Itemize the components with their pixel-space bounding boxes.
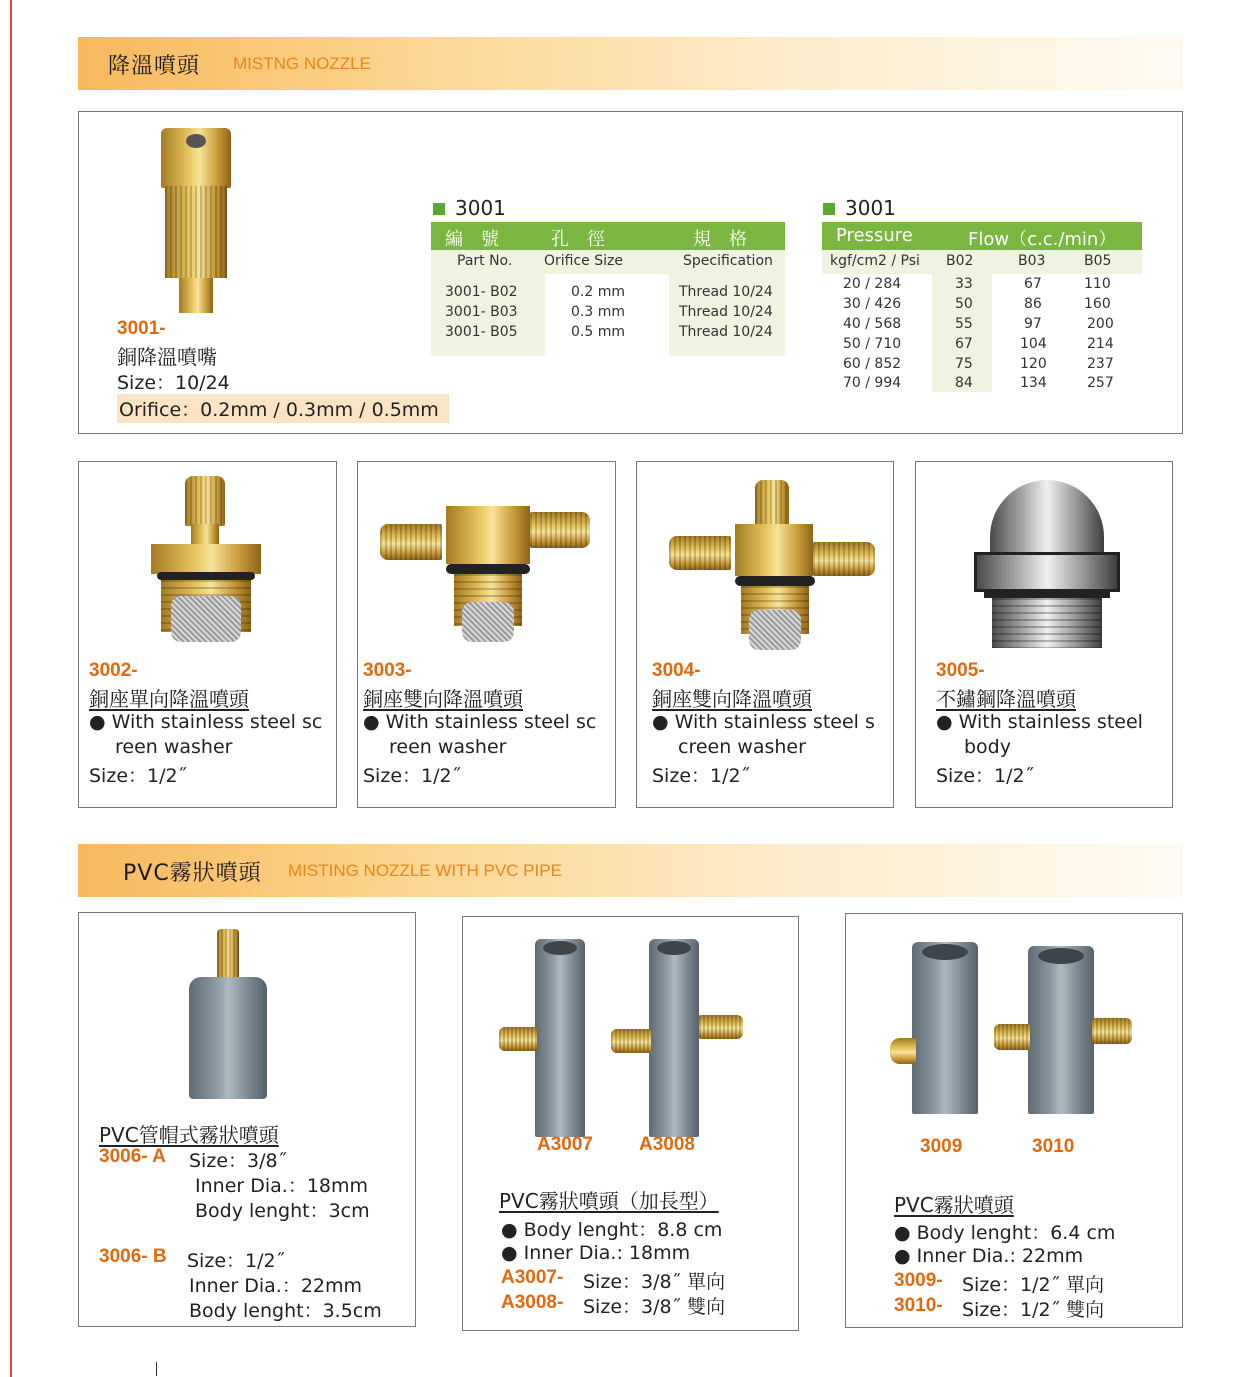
flow-cell: 40 / 568 (843, 316, 902, 332)
flow-cell: 237 (1087, 356, 1114, 372)
product-bullet-cont: body (964, 736, 1011, 758)
brass-nozzle-3004-image (669, 480, 879, 650)
product-3009-3010-panel (845, 913, 1183, 1328)
product-bullet: ● Body lenght：6.4 cm (894, 1222, 1116, 1244)
product-spec-line: Inner Dia.：22mm (189, 1275, 363, 1297)
product-3002-card (78, 461, 337, 808)
flow-cell: 50 (955, 296, 973, 312)
flow-cell: 50 / 710 (843, 336, 902, 352)
product-code: 3001- (117, 318, 166, 339)
product-a3007-a3008-panel (462, 916, 799, 1331)
product-bullet-cont: creen washer (678, 736, 806, 758)
flow-cell: 30 / 426 (843, 296, 902, 312)
section-title-en: MISTING NOZZLE WITH PVC PIPE (288, 861, 562, 880)
flow-cell: 70 / 994 (843, 375, 902, 391)
flow-cell: 214 (1087, 336, 1114, 352)
flow-table-title: 3001 (823, 196, 896, 220)
flow-cell: 55 (955, 316, 973, 332)
spec-cell: 3001- B05 (445, 324, 518, 340)
product-name: 銅降溫噴嘴 (117, 345, 217, 369)
pvc-short-nozzle-image (890, 942, 1150, 1118)
product-name: 不鏽鋼降溫噴頭 (936, 687, 1076, 711)
section-title-zh: PVC霧狀噴頭 (123, 861, 262, 886)
section-title-en: MISTNG NOZZLE (233, 54, 371, 73)
product-code: 3004- (652, 660, 701, 681)
product-bullet-cont: reen washer (115, 736, 233, 758)
brass-nozzle-3001-image (161, 128, 231, 313)
image-label-left: 3009 (920, 1136, 963, 1157)
spec-table-title: 3001 (433, 196, 506, 220)
spec-cell: 0.5 mm (571, 324, 625, 340)
spec-cell: 3001- B03 (445, 304, 518, 320)
product-spec-line: Size：1/2˝ 單向 (962, 1274, 1105, 1296)
product-code: 3003- (363, 660, 412, 681)
flow-cell: 67 (955, 336, 973, 352)
flow-cell: 33 (955, 276, 973, 292)
product-bullet: ● With stainless steel sc (89, 711, 323, 733)
product-name: PVC管帽式霧狀噴頭 (99, 1123, 279, 1147)
product-spec-line: Body lenght：3.5cm (189, 1300, 382, 1322)
product-name: PVC霧狀噴頭 (894, 1193, 1014, 1217)
green-square-icon (823, 203, 835, 215)
image-label-right: A3008 (639, 1134, 695, 1155)
product-name: 銅座單向降溫噴頭 (89, 687, 249, 711)
spec-cell: Thread 10/24 (679, 284, 773, 300)
product-spec-line: Size：3/8˝ (189, 1150, 288, 1172)
product-code: A3008- (501, 1292, 564, 1313)
product-size: Size：1/2˝ (89, 765, 188, 787)
spec-cell: Thread 10/24 (679, 304, 773, 320)
pvc-cap-nozzle-image (189, 929, 267, 1099)
product-name: 銅座雙向降溫噴頭 (652, 687, 812, 711)
pvc-long-nozzle-image (499, 939, 779, 1139)
brass-nozzle-3003-image (380, 502, 594, 647)
flow-cell: 75 (955, 356, 973, 372)
flow-cell: 60 / 852 (843, 356, 902, 372)
product-bullet: ● Inner Dia.: 22mm (894, 1245, 1084, 1267)
flow-cell: 120 (1020, 356, 1047, 372)
product-code: A3007- (501, 1267, 564, 1288)
flow-cell: 257 (1087, 375, 1114, 391)
page-margin-line (10, 0, 12, 1377)
product-bullet-cont: reen washer (389, 736, 507, 758)
flow-table-subheader: kgf/cm2 / Psi B02 B03 B05 (822, 250, 1142, 274)
product-bullet: ● Body lenght：8.8 cm (501, 1219, 723, 1241)
product-code: 3006- B (99, 1246, 167, 1267)
section-title-zh: 降溫噴頭 (108, 54, 201, 79)
product-bullet: ● Inner Dia.: 18mm (501, 1242, 691, 1264)
image-label-left: A3007 (537, 1134, 593, 1155)
flow-cell: 20 / 284 (843, 276, 902, 292)
product-3001-panel (78, 111, 1183, 434)
product-3005-card (915, 461, 1173, 808)
flow-table-header: Pressure Flow（c.c./min） (822, 222, 1142, 250)
flow-cell: 134 (1020, 375, 1047, 391)
product-3003-card (357, 461, 616, 808)
product-name: 銅座雙向降溫噴頭 (363, 687, 523, 711)
product-spec-line: Body lenght：3cm (195, 1200, 370, 1222)
spec-table-subheader: Part No. Orifice Size Specification (431, 250, 785, 274)
product-code: 3005- (936, 660, 985, 681)
spec-cell: 3001- B02 (445, 284, 518, 300)
product-size: Size：10/24 (117, 372, 230, 394)
product-size: Size：1/2˝ (936, 765, 1035, 787)
product-spec-line: Size：1/2˝ (187, 1250, 286, 1272)
product-size: Size：1/2˝ (363, 765, 462, 787)
product-spec-line: Inner Dia.：18mm (195, 1175, 369, 1197)
flow-cell: 110 (1084, 276, 1111, 292)
flow-cell: 97 (1024, 316, 1042, 332)
product-bullet: ● With stainless steel (936, 711, 1143, 733)
product-code: 3010- (894, 1295, 943, 1316)
product-code: 3009- (894, 1270, 943, 1291)
flow-cell: 86 (1024, 296, 1042, 312)
spec-cell: 0.2 mm (571, 284, 625, 300)
product-bullet: ● With stainless steel s (652, 711, 875, 733)
product-spec-line: Size：3/8˝ 雙向 (583, 1296, 726, 1318)
product-spec-line: Size：3/8˝ 單向 (583, 1271, 726, 1293)
flow-cell: 84 (955, 375, 973, 391)
image-label-right: 3010 (1032, 1136, 1075, 1157)
spec-cell: 0.3 mm (571, 304, 625, 320)
green-square-icon (433, 203, 445, 215)
product-bullet: ● With stainless steel sc (363, 711, 597, 733)
product-code: 3006- A (99, 1146, 166, 1167)
section-banner-pvc-nozzle (78, 844, 1183, 897)
flow-cell: 67 (1024, 276, 1042, 292)
product-name: PVC霧狀噴頭（加長型） (499, 1189, 719, 1213)
section-banner-misting-nozzle (78, 37, 1183, 90)
product-3006-panel (78, 912, 416, 1327)
spec-table-header: 編 號 孔 徑 規 格 (431, 222, 785, 250)
product-code: 3002- (89, 660, 138, 681)
steel-nozzle-3005-image (974, 480, 1120, 648)
brass-nozzle-3002-image (141, 476, 271, 656)
product-spec-line: Size：1/2˝ 雙向 (962, 1299, 1105, 1321)
product-3004-card (636, 461, 894, 808)
product-size: Size：1/2˝ (652, 765, 751, 787)
spec-cell: Thread 10/24 (679, 324, 773, 340)
product-orifice: Orifice：0.2mm / 0.3mm / 0.5mm (117, 394, 449, 423)
flow-cell: 160 (1084, 296, 1111, 312)
page-footer-mark (156, 1362, 157, 1376)
flow-cell: 200 (1087, 316, 1114, 332)
flow-cell: 104 (1020, 336, 1047, 352)
